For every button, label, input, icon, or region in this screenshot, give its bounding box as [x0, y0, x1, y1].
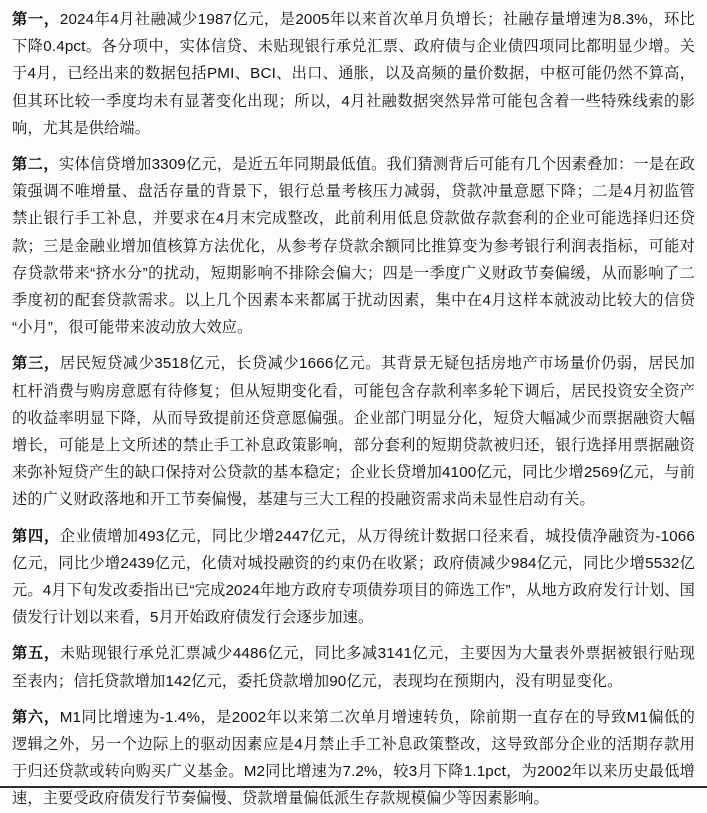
paragraph-3-lead: 第三，	[12, 355, 60, 373]
paragraph-5-text: 未贴现银行承兑汇票减少4486亿元，同比多减3141亿元，主要因为大量表外票据被银行贴现至表内；信托贷款增加142亿元，委托贷款增加90亿元，表现均在预期内，没有明显变化。	[12, 645, 695, 690]
paragraph-6	[12, 704, 695, 813]
paragraph-6-lead: 第六，	[12, 708, 60, 726]
paragraph-2	[12, 151, 695, 341]
paragraph-1	[12, 6, 695, 142]
paragraph-5-lead: 第五，	[12, 645, 60, 663]
paragraph-1-text: 2024年4月社融减少1987亿元，是2005年以来首次单月负增长；社融存量增速为8.3%，环比下降0.4pct。各分项中，实体信贷、未贴现银行承兑汇票、政府债与企业债四项同比都明显少增。关于4月，已经出来的数据包括PMI、BCI、出口、通胀，以及高频的量价数据，中枢可能仍然不算高，但其环比较一季度均未有显著变化出现；所以，4月社融数据突然异常可能包含着一些特殊线索的影响，尤其是供给端。	[12, 11, 696, 137]
paragraph-2-lead: 第二，	[12, 156, 60, 174]
paragraph-5	[12, 640, 695, 694]
paragraph-4-text: 企业债增加493亿元，同比少增2447亿元，从万得统计数据口径来看，城投债净融资为-1066亿元，同比少增2439亿元，化债对城投融资的约束仍在收紧；政府债减少984亿元，同比少增5532亿元。4月下旬发改委指出已“完成2024年地方政府专项债券项目的筛选工作”，从地方政府发行计划、国债发行计划以来看，5月开始政府债发行会逐步加速。	[12, 527, 695, 627]
paragraph-3-text: 居民短贷减少3518亿元，长贷减少1666亿元。其背景无疑包括房地产市场量价仍弱，居民加杠杆消费与购房意愿有待修复；但从短期变化看，可能包含存款利率多轮下调后，居民投资安全资产的收益率明显下降，从而导致提前还贷意愿偏强。企业部门明显分化，短贷大幅减少而票据融资大幅增长，可能是上文所述的禁止手工补息政策影响，部分套利的短期贷款被归还，银行选择用票据融资来弥补短贷产生的缺口保持对公贷款的基本稳定；企业长贷增加4100亿元，同比少增2569亿元，与前述的广义财政落地和开工节奏偏慢，基建与三大工程的投融资需求尚未显性启动有关。	[12, 355, 695, 509]
document-body	[12, 6, 695, 813]
paragraph-4	[12, 523, 695, 632]
paragraph-4-lead: 第四，	[12, 527, 60, 545]
paragraph-3	[12, 350, 695, 513]
paragraph-1-lead: 第一，	[12, 11, 60, 28]
paragraph-6-text: M1同比增速为-1.4%，是2002年以来第二次单月增速转负，除前期一直存在的导致M1偏低的逻辑之外，另一个边际上的驱动因素应是4月禁止手工补息政策整改，这导致部分企业的活期存款用于归还贷款或转向购买广义基金。M2同比增速为7.2%，较3月下降1.1pct，为2002年以来历史最低增速，主要受政府债发行节奏偏慢、贷款增量偏低派生存款规模偏少等因素影响。	[12, 708, 696, 808]
paragraph-2-text: 实体信贷增加3309亿元，是近五年同期最低值。我们猜测背后可能有几个因素叠加：一是在政策强调不唯增量、盘活存量的背景下，银行总量考核压力减弱，贷款冲量意愿下降；二是4月初监管禁止银行手工补息，并要求在4月末完成整改，此前利用低息贷款做存款套利的企业可能选择归还贷款；三是金融业增加值核算方法优化，从参考存贷款余额同比推算变为参考银行利润表指标，可能对存贷款带来“挤水分”的扰动，短期影响不排除会偏大；四是一季度广义财政节奏偏缓，从而影响了二季度初的配套贷款需求。以上几个因素本来都属于扰动因素，集中在4月这样本就波动比较大的信贷“小月”，很可能带来波动放大效应。	[12, 156, 695, 337]
